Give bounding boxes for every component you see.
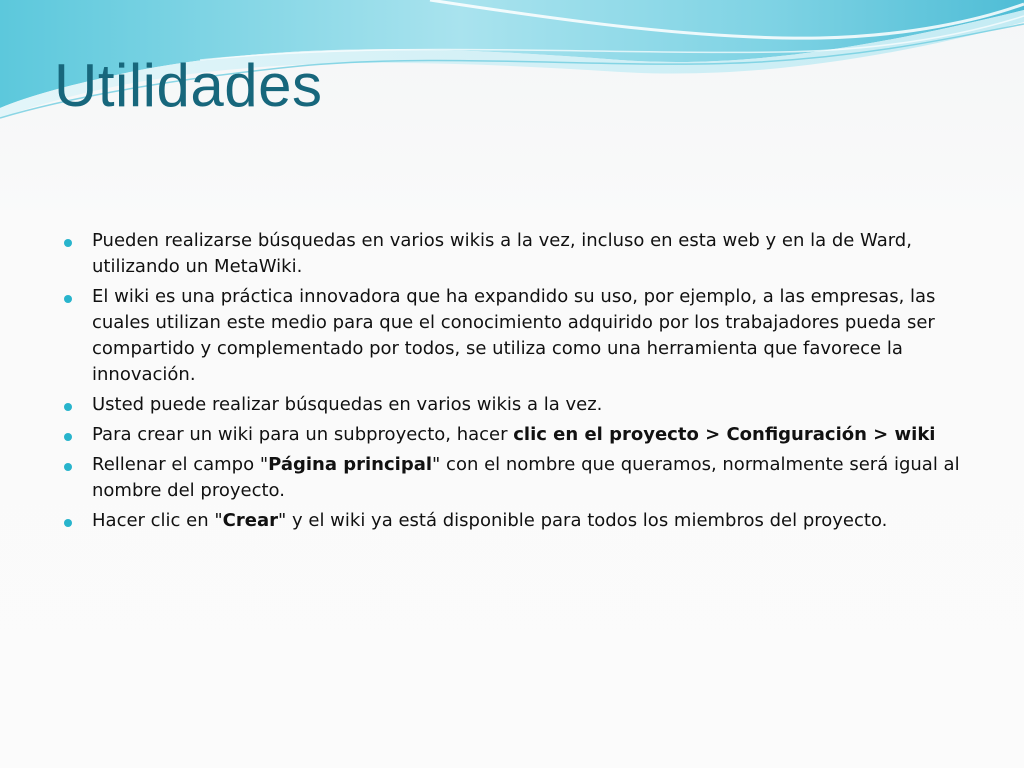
bullet-text: Hacer clic en " — [92, 510, 223, 531]
bullet-text: El wiki es una práctica innovadora que ha expandido su uso, por ejemplo, a las empresas, las cuales utilizan este medio para que el conocimiento adquirido por los trabajadores pueda ser compartido y complementado por todos, se utiliza como una herramienta que favorece la innovación. — [92, 286, 936, 385]
bullet-bold-text: Página principal — [268, 454, 433, 475]
bullet-bold-text: Crear — [222, 510, 278, 531]
bullet-item — [64, 452, 964, 504]
bullet-dot-icon — [64, 403, 72, 411]
bullet-text: Rellenar el campo " — [92, 454, 269, 475]
bullet-list — [64, 228, 964, 538]
bullet-text: Para crear un wiki para un subproyecto, hacer — [92, 424, 514, 445]
bullet-item — [64, 392, 964, 418]
slide-title: Utilidades — [54, 52, 323, 119]
bullet-dot-icon — [64, 519, 72, 527]
bullet-text: Usted puede realizar búsquedas en varios wikis a la vez. — [92, 394, 603, 415]
bullet-item — [64, 228, 964, 280]
bullet-item — [64, 508, 964, 534]
bullet-dot-icon — [64, 433, 72, 441]
bullet-item — [64, 422, 964, 448]
bullet-text: " y el wiki ya está disponible para todos los miembros del proyecto. — [278, 510, 888, 531]
bullet-bold-text: clic en el proyecto > Configuración > wiki — [513, 424, 936, 445]
bullet-dot-icon — [64, 463, 72, 471]
bullet-dot-icon — [64, 295, 72, 303]
bullet-item — [64, 284, 964, 388]
bullet-text: Pueden realizarse búsquedas en varios wikis a la vez, incluso en esta web y en la de Ward, utilizando un MetaWiki. — [92, 230, 912, 277]
bullet-dot-icon — [64, 239, 72, 247]
bullet-text: " con el nombre que queramos, normalmente será igual al nombre del proyecto. — [92, 454, 960, 501]
